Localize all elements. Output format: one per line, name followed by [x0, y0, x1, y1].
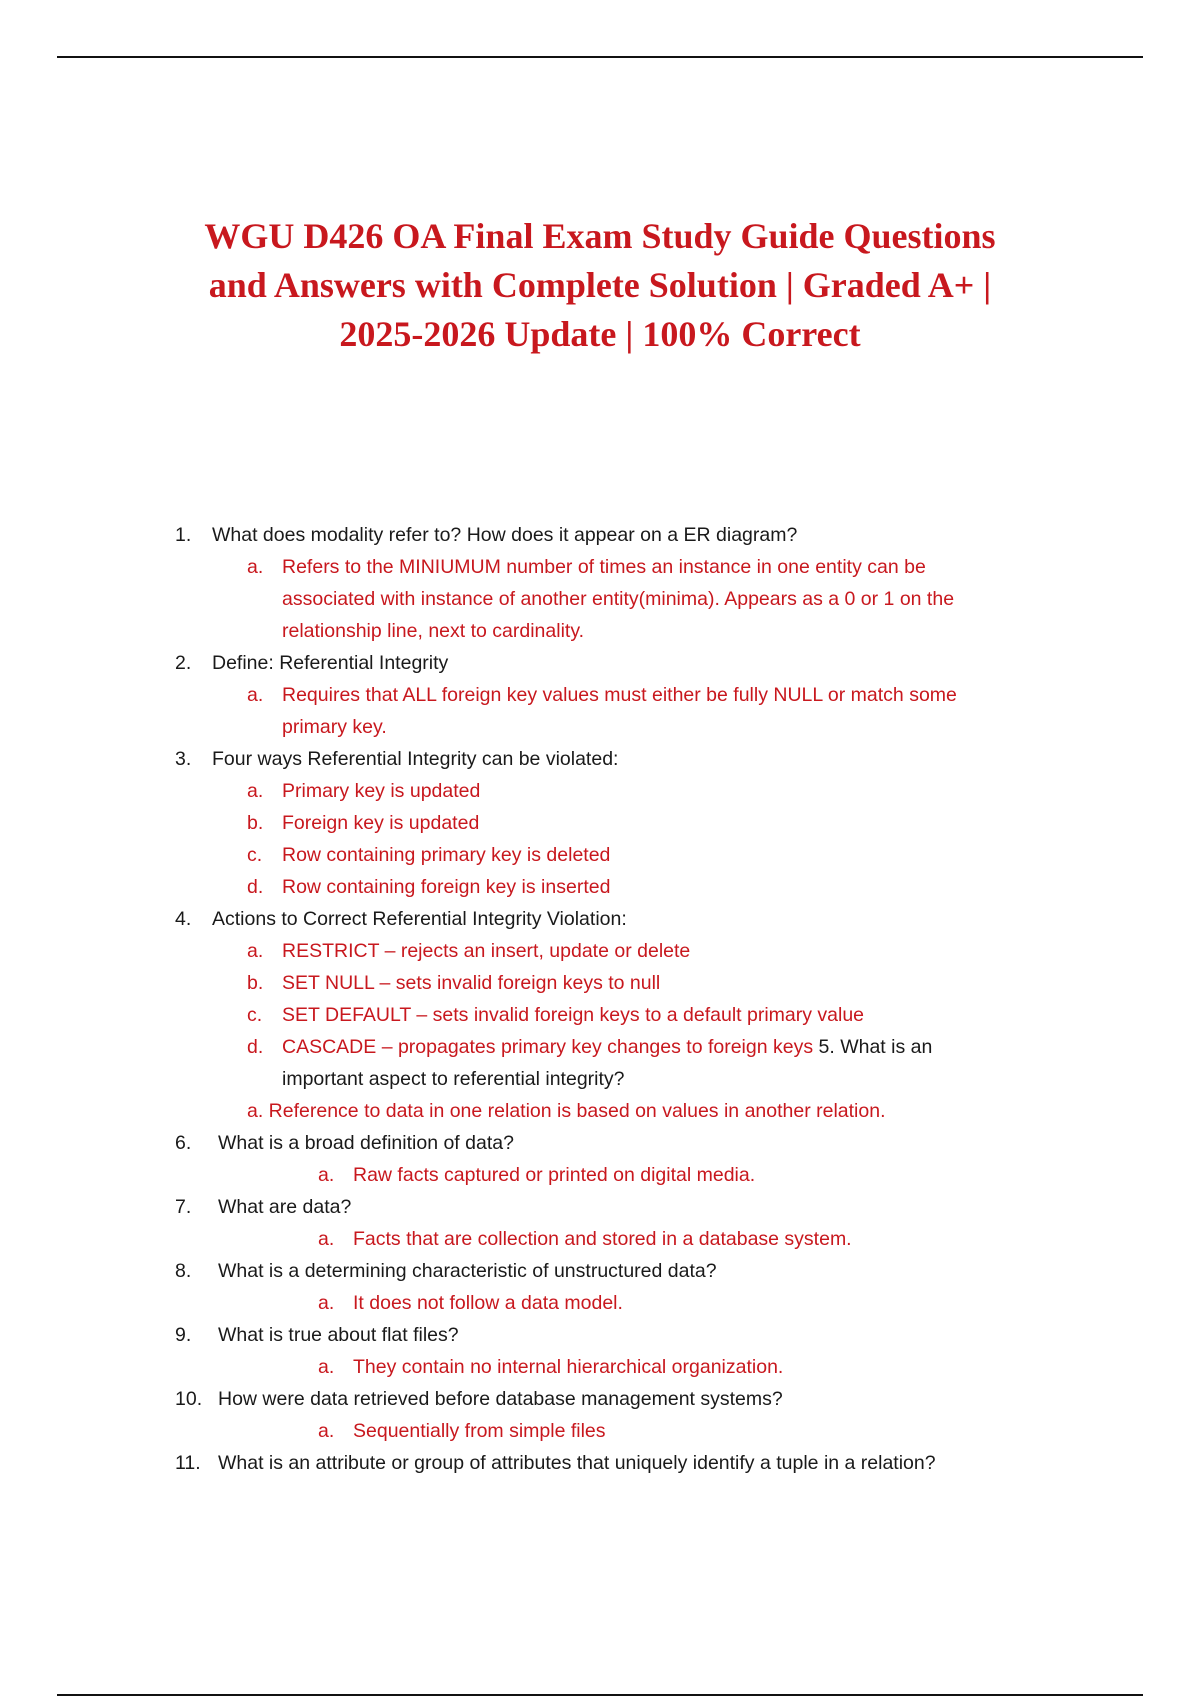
answer-letter: b. [247, 812, 264, 834]
question-text: Four ways Referential Integrity can be violated: [212, 748, 619, 770]
answer-text: Facts that are collection and stored in a database system. [353, 1228, 852, 1250]
answer-letter: a. [247, 940, 264, 962]
answer-text: Refers to the MINIUMUM number of times an instance in one entity can be [282, 556, 926, 578]
item-number: 6. [175, 1132, 192, 1154]
item-number: 3. [175, 748, 192, 770]
answer-letter: a. [318, 1420, 335, 1442]
answer-text: Raw facts captured or printed on digital media. [353, 1164, 756, 1186]
question-text: important aspect to referential integrity? [282, 1068, 625, 1090]
answer-text-with-inline-question [282, 1032, 932, 1062]
item-number: 4. [175, 908, 192, 930]
answer-text: a. Reference to data in one relation is based on values in another relation. [247, 1100, 886, 1122]
question-text: What are data? [218, 1196, 352, 1218]
item-number: 7. [175, 1196, 192, 1218]
question-text: What is a determining characteristic of unstructured data? [218, 1260, 717, 1282]
question-text: What is an attribute or group of attributes that uniquely identify a tuple in a relation? [218, 1452, 936, 1474]
top-rule [57, 56, 1143, 58]
answer-letter: a. [318, 1164, 335, 1186]
answer-text: relationship line, next to cardinality. [282, 620, 585, 642]
item-number: 11. [175, 1452, 201, 1474]
answer-letter: d. [247, 1036, 264, 1058]
answer-letter: a. [318, 1228, 335, 1250]
item-number: 10. [175, 1388, 203, 1410]
question-text: What is a broad definition of data? [218, 1132, 514, 1154]
question-text: Actions to Correct Referential Integrity Violation: [212, 908, 627, 930]
question-text: How were data retrieved before database management systems? [218, 1388, 783, 1410]
item-number: 9. [175, 1324, 192, 1346]
answer-text: CASCADE – propagates primary key changes to foreign keys [282, 1036, 814, 1058]
answer-text: Row containing primary key is deleted [282, 844, 611, 866]
question-text: What is true about flat files? [218, 1324, 459, 1346]
answer-text: SET DEFAULT – sets invalid foreign keys to a default primary value [282, 1004, 865, 1026]
answer-letter: d. [247, 876, 264, 898]
answer-text: Foreign key is updated [282, 812, 480, 834]
answer-text: primary key. [282, 716, 387, 738]
title-line-1: WGU D426 OA Final Exam Study Guide Questions [204, 216, 996, 256]
answer-letter: c. [247, 844, 263, 866]
title-line-3: 2025-2026 Update | 100% Correct [339, 314, 861, 354]
item-number: 2. [175, 652, 192, 674]
question-text: What does modality refer to? How does it appear on a ER diagram? [212, 524, 798, 546]
answer-letter: a. [247, 780, 264, 802]
answer-text: They contain no internal hierarchical organization. [353, 1356, 784, 1378]
answer-text: Primary key is updated [282, 780, 481, 802]
answer-text: RESTRICT – rejects an insert, update or delete [282, 940, 691, 962]
answer-text: SET NULL – sets invalid foreign keys to null [282, 972, 661, 994]
question-text: What is an [840, 1036, 933, 1058]
answer-letter: a. [247, 556, 264, 578]
item-number: 5. [818, 1036, 835, 1058]
answer-text: Requires that ALL foreign key values must either be fully NULL or match some [282, 684, 957, 706]
title-line-2: and Answers with Complete Solution | Graded A+ | [208, 265, 992, 305]
answer-letter: c. [247, 1004, 263, 1026]
answer-letter: a. [318, 1292, 335, 1314]
bottom-rule [57, 1694, 1143, 1696]
answer-text: Row containing foreign key is inserted [282, 876, 611, 898]
answer-letter: b. [247, 972, 264, 994]
answer-letter: a. [318, 1356, 335, 1378]
answer-text: It does not follow a data model. [353, 1292, 623, 1314]
item-number: 8. [175, 1260, 192, 1282]
answer-letter: a. [247, 684, 264, 706]
item-number: 1. [175, 524, 192, 546]
answer-text: associated with instance of another entity(minima). Appears as a 0 or 1 on the [282, 588, 955, 610]
answer-text: Sequentially from simple files [353, 1420, 606, 1442]
question-text: Define: Referential Integrity [212, 652, 449, 674]
document-title [150, 212, 1050, 359]
